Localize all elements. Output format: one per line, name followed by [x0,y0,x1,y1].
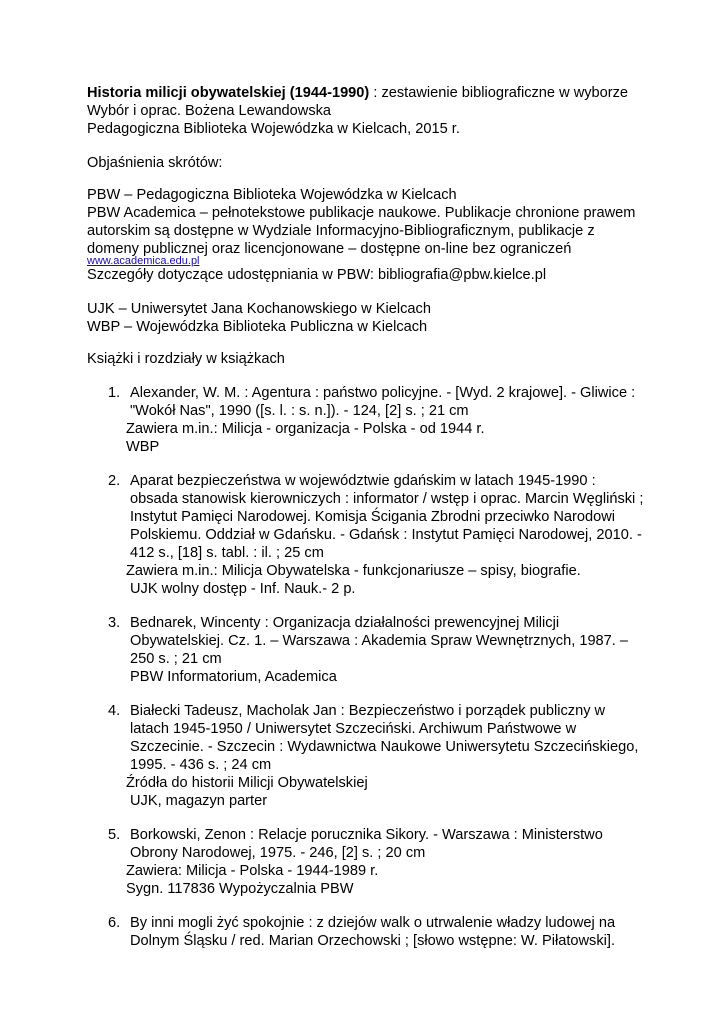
entry-line: Polskiemu. Oddział w Gdańsku. - Gdańsk : Instytut Pamięci Narodowej, 2010. - [130,527,642,543]
entry-number: 4. [108,703,121,719]
entry-line: Instytut Pamięci Narodowej. Komisja Ścigania Zbrodni przeciwko Narodowi [130,509,616,525]
section-heading: Książki i rozdziały w książkach [87,351,285,367]
entry-line: UJK wolny dostęp - Inf. Nauk.- 2 p. [130,581,356,597]
entry-line: Obywatelskiej. Cz. 1. – Warszawa : Akademia Spraw Wewnętrznych, 1987. – [130,633,629,649]
entry-line: Zawiera m.in.: Milicja - organizacja - Polska - od 1944 r. [126,421,485,437]
entry-number: 5. [108,827,121,843]
entry-line: Sygn. 117836 Wypożyczalnia PBW [126,881,354,897]
abbr-ujk: UJK – Uniwersytet Jana Kochanowskiego w Kielcach [87,301,431,317]
entry-line: "Wokół Nas", 1990 ([s. l. : s. n.]). - 124, [2] s. ; 21 cm [130,403,469,419]
entry-line: By inni mogli żyć spokojnie : z dziejów walk o utrwalenie władzy ludowej na [130,915,616,931]
document-title [87,84,628,102]
abbr-wbp: WBP – Wojewódzka Biblioteka Publiczna w Kielcach [87,319,428,335]
abbreviations-heading: Objaśnienia skrótów: [87,155,223,171]
compiled-by: Wybór i oprac. Bożena Lewandowska [87,103,332,119]
entry-line: Zawiera m.in.: Milicja Obywatelska - funkcjonariusze – spisy, biografie. [126,563,581,579]
entry-line: UJK, magazyn parter [130,793,268,809]
entry-line: Alexander, W. M. : Agentura : państwo policyjne. - [Wyd. 2 krajowe]. - Gliwice : [130,385,636,401]
entry-number: 3. [108,615,121,631]
entry-line: Aparat bezpieczeństwa w województwie gdańskim w latach 1945-1990 : [130,473,596,489]
entry-line: obsada stanowisk kierowniczych : informator / wstęp i oprac. Marcin Węgliński ; [130,491,644,507]
entry-line: Dolnym Śląsku / red. Marian Orzechowski ; [słowo wstępne: W. Piłatowski]. [130,933,615,949]
entry-number: 6. [108,915,121,931]
academica-link[interactable]: www.academica.edu.pl [87,255,200,267]
entry-line: Białecki Tadeusz, Macholak Jan : Bezpieczeństwo i porządek publiczny w [130,703,606,719]
entry-line: Borkowski, Zenon : Relacje porucznika Sikory. - Warszawa : Ministerstwo [130,827,603,843]
entry-line: 412 s., [18] s. tabl. : il. ; 25 cm [130,545,324,561]
entry-line: latach 1945-1950 / Uniwersytet Szczeciński. Archiwum Państwowe w [130,721,577,737]
entry-number: 2. [108,473,121,489]
publisher-line: Pedagogiczna Biblioteka Wojewódzka w Kielcach, 2015 r. [87,121,460,137]
abbr-academica-line: domeny publicznej oraz licencjonowane – dostępne on-line bez ograniczeń [87,241,572,257]
entry-line: WBP [126,439,160,455]
entry-line: Obrony Narodowej, 1975. - 246, [2] s. ; 20 cm [130,845,426,861]
title-rest: : zestawienie bibliograficzne w wyborze [369,85,629,101]
entry-line: Zawiera: Milicja - Polska - 1944-1989 r. [126,863,379,879]
entry-line: Źródła do historii Milicji Obywatelskiej [126,775,368,791]
abbr-academica-line: PBW Academica – pełnotekstowe publikacje naukowe. Publikacje chronione prawem [87,205,636,221]
entry-line: Bednarek, Wincenty : Organizacja działalności prewencyjnej Milicji [130,615,560,631]
abbr-pbw: PBW – Pedagogiczna Biblioteka Wojewódzka w Kielcach [87,187,457,203]
entry-line: 250 s. ; 21 cm [130,651,222,667]
abbr-details: Szczegóły dotyczące udostępniania w PBW: bibliografia@pbw.kielce.pl [87,267,547,283]
entry-line: 1995. - 436 s. ; 24 cm [130,757,272,773]
title-bold: Historia milicji obywatelskiej (1944-1990) [87,85,370,101]
abbr-academica-line: autorskim są dostępne w Wydziale Informacyjno-Bibliograficznym, publikacje z [87,223,595,239]
entry-line: PBW Informatorium, Academica [130,669,337,685]
entry-line: Szczecinie. - Szczecin : Wydawnictwa Naukowe Uniwersytetu Szczecińskiego, [130,739,639,755]
entry-number: 1. [108,385,121,401]
